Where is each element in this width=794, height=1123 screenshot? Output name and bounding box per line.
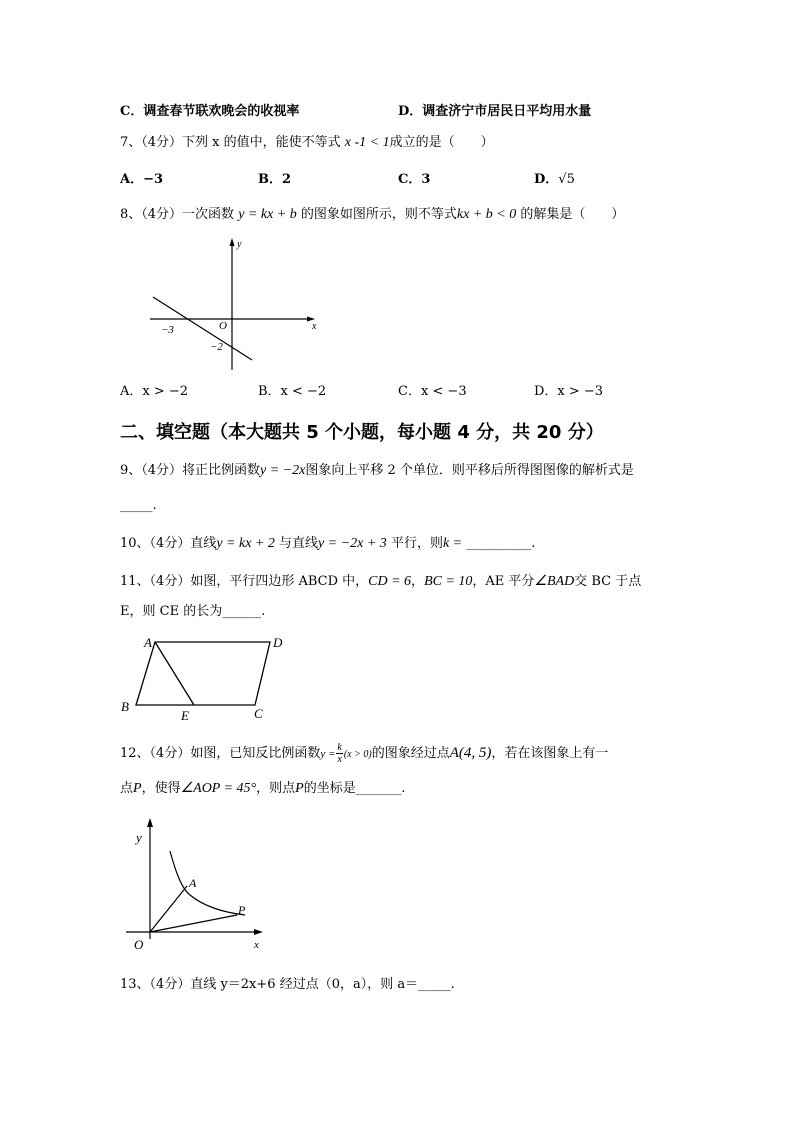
q12-func-y: y = <box>320 748 336 760</box>
q7-option-c: C．3 <box>398 172 431 187</box>
q7-option-d-label: D． <box>534 172 559 187</box>
q8-option-d: D．x > −3 <box>534 384 604 399</box>
q12-hyperbola-figure <box>120 815 270 955</box>
q7-option-b: B．2 <box>258 172 292 187</box>
q6-option-d: D．调查济宁市居民日平均用水量 <box>398 104 592 119</box>
q8-option-b: B．x < −2 <box>258 384 327 399</box>
q11-angle: ∠BAD <box>534 574 575 589</box>
q7-option-d <box>534 170 575 190</box>
question-7 <box>120 133 494 153</box>
q9-stem: 9、（4分）将正比例函数 <box>120 463 261 478</box>
q11-line1-a: 11、（4分）如图，平行四边形 ABCD 中， <box>120 574 369 589</box>
q9-function: y = −2x <box>260 463 306 478</box>
q12-fraction-num: k <box>337 742 342 753</box>
q8-stem: 8、（4分）一次函数 <box>120 207 235 222</box>
q12-point-p-label: P <box>238 903 246 917</box>
q12-mid: 的图象经过点 <box>371 746 450 761</box>
q7-option-a: A．−3 <box>120 172 164 187</box>
question-8 <box>120 205 624 225</box>
q12-p: P <box>133 781 142 796</box>
q8-y-intercept-label: −2 <box>210 341 223 353</box>
q8-mid: 的图象如图所示，则不等式 <box>300 207 457 222</box>
q11-line1-b: ，AE 平分 <box>472 574 535 589</box>
q12-fraction-den: x <box>337 754 342 765</box>
q8-origin-label: O <box>219 320 227 332</box>
q11-label-e: E <box>181 708 189 723</box>
q8-y-arrow-icon <box>230 238 235 246</box>
q6-option-c: C．调查春节联欢晚会的收视率 <box>120 104 300 119</box>
q11-bisector-ae <box>155 642 194 705</box>
q8-option-c: C．x < −3 <box>398 384 467 399</box>
q12-angle: ∠AOP = 45° <box>180 781 257 796</box>
q10-k: k = <box>442 536 463 551</box>
q12-x-label: x <box>254 939 259 951</box>
q11-line-2: E，则 CE 的长为______. <box>120 604 266 619</box>
q11-parallelogram <box>136 642 270 705</box>
question-13: 13、（4分）直线 y＝2x+6 经过点（0，a），则 a＝_____. <box>120 977 455 992</box>
q10-stem: 10、（4分）直线 <box>120 536 217 551</box>
question-12 <box>120 740 608 766</box>
q7-stem: 7、（4分）下列 x 的值中，能使不等式 <box>120 135 341 150</box>
q11-label-a: A <box>144 635 152 650</box>
q12-x-arrow-icon <box>254 929 263 935</box>
q10-line-1: y = kx + 2 <box>216 536 275 551</box>
q10-line-2: y = −2x + 3 <box>318 536 387 551</box>
q12-line2-c: ，则点 <box>256 781 296 796</box>
q12-line2-d: 的坐标是_______. <box>303 781 406 796</box>
q12-point-a: A(4, 5) <box>449 745 492 761</box>
q7-tail: 成立的是（ ） <box>389 135 494 150</box>
q12-hyperbola-curve <box>170 851 245 915</box>
q8-linear-graph <box>145 236 325 376</box>
q8-x-intercept-label: −3 <box>161 324 174 336</box>
q11-cd: CD = 6 <box>368 574 412 589</box>
q10-tail: 平行，则 <box>390 536 443 551</box>
q12-y-arrow-icon <box>147 818 153 827</box>
q8-inequality: kx + b < 0 <box>456 207 517 222</box>
q9-blank: _____. <box>120 498 157 513</box>
q12-tail: ，若在该图象上有一 <box>491 746 609 761</box>
q11-label-b: B <box>121 699 129 714</box>
q11-label-c: C <box>254 706 263 721</box>
q7-expression: x -1 < 1 <box>344 135 390 150</box>
q8-option-a: A．x > −2 <box>120 384 189 399</box>
q8-x-label: x <box>312 321 317 332</box>
q9-tail: 图象向上平移 2 个单位．则平移后所得图图像的解析式是 <box>305 463 634 478</box>
q12-stem: 12、（4分）如图，已知反比例函数 <box>120 746 321 761</box>
q12-line2-b: ，使得 <box>141 781 181 796</box>
q10-mid: 与直线 <box>279 536 319 551</box>
q8-y-label: y <box>237 239 242 250</box>
q12-y-label: y <box>136 830 142 845</box>
question-10 <box>120 534 535 554</box>
q11-bc: BC = 10 <box>424 574 473 589</box>
q7-option-d-value: √5 <box>558 172 575 187</box>
q12-line2-a: 点 <box>120 781 134 796</box>
q8-function: y = kx + b <box>238 207 297 222</box>
q8-tail: 的解集是（ ） <box>520 207 625 222</box>
q12-segment-op <box>150 915 237 932</box>
q12-line-2 <box>120 779 405 799</box>
question-11 <box>120 572 641 592</box>
q12-origin-label: O <box>134 937 144 952</box>
question-9 <box>120 461 634 481</box>
q11-line1-c: 交 BC 于点 <box>574 574 642 589</box>
section-2-heading: 二、填空题（本大题共 5 个小题，每小题 4 分，共 20 分） <box>120 422 604 443</box>
q12-point-a-label: A <box>189 876 197 890</box>
q12-fraction <box>336 742 342 765</box>
q11-label-d: D <box>273 635 283 650</box>
q11-sep: ， <box>411 574 425 589</box>
q12-func-cond: (x > 0) <box>343 749 372 760</box>
q10-blank: __________. <box>466 536 536 551</box>
q11-parallelogram-figure <box>115 630 295 726</box>
q12-segment-oa <box>150 886 187 932</box>
q12-p2: P <box>295 781 304 796</box>
